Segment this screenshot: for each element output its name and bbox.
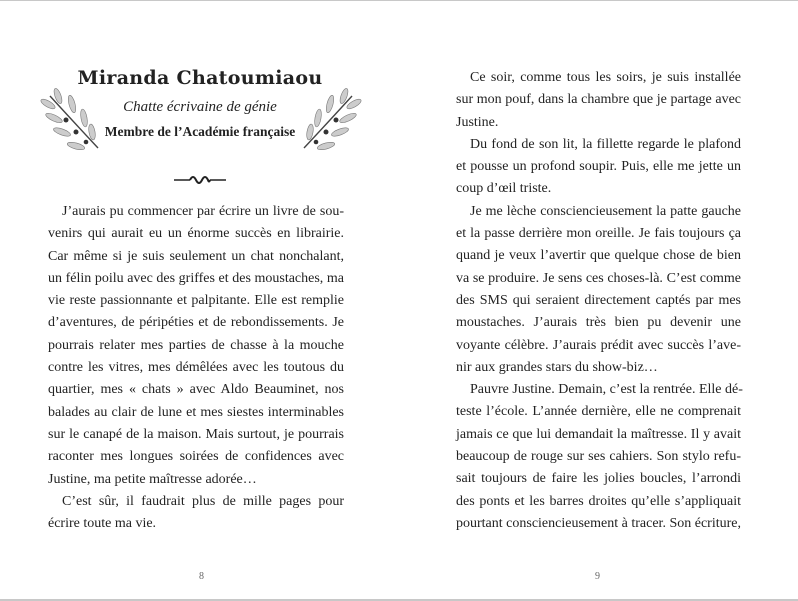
text-line: Du fond de son lit, la fillette regarde le plafond [470,136,741,152]
author-subtitle: Chatte écrivaine de génie [123,99,277,115]
text-line: vie reste passionnante et palpitante. Elle est remplie [48,293,344,309]
text-line: d’aventures, de péripéties et de rebondissements. Je [48,315,344,331]
left-page-text [48,201,344,535]
page-number-left: 8 [199,571,204,582]
flourish-ornament-icon [172,174,228,186]
text-line: quartier, mes « chats » avec Aldo Beauminet, nos [48,382,344,398]
text-line: contre les vitres, mes démêlées avec les toutous du [48,360,344,376]
text-line: sur le canapé de la maison. Mais surtout, je pourrais [48,426,344,442]
text-line: J’aurais pu commencer par écrire un livre de sou- [62,204,344,219]
author-name: Miranda Chatoumiaou [77,67,323,89]
text-line: Je me lèche consciencieusement la patte gauche [470,203,741,219]
page-number-right: 9 [595,571,600,582]
author-header [40,66,360,140]
text-line: va se produire. Je sens ces choses-là. C’est comme [456,270,741,286]
text-line: coup d’œil triste. [456,181,552,197]
text-line: et pousse un profond soupir. Puis, elle me jette un [456,159,741,175]
text-line: Justine, ma petite maîtresse adorée… [48,471,257,487]
text-line: Ce soir, comme tous les soirs, je suis installée [470,70,741,85]
text-line: teste l’école. L’année dernière, elle ne comprenait [456,404,741,420]
text-line: sait toujours de faire les jolies boucles, l’arrondi [456,471,741,487]
text-line: C’est sûr, il faudrait plus de mille pages pour [62,493,344,509]
text-line: pourtant consciencieusement à tracer. Son écriture, [456,515,741,531]
text-line: des SMS qui seraient directement captés par mes [456,292,741,308]
text-line: sur mon pouf, dans la chambre que je partage avec [456,92,741,108]
text-line: écrire toute ma vie. [48,516,157,532]
text-line: et la passe derrière mon oreille. Je fais toujours ça [456,226,741,242]
text-line: beaucoup de rouge sur ses cahiers. Son stylo refu- [456,449,741,465]
text-line: venirs qui aurait eu un énorme succès en librairie. [48,226,344,242]
text-line: moustaches. J’aurais très bien pu devenir une [456,315,741,331]
text-line: Pauvre Justine. Demain, c’est la rentrée. Elle dé- [470,382,743,398]
right-page-text [456,67,741,535]
text-line: quand je veux l’avertir que quelque chose de bien [456,248,741,264]
text-line: raconter mes longues soirées de confidences avec [48,449,344,465]
text-line: jamais ce que lui demandait la maîtresse. Il y avait [456,426,741,442]
author-membership: Membre de l’Académie française [104,124,296,139]
text-line: un félin poilu avec des griffes et des moustaches, ma [48,270,344,286]
text-line: nir aux grandes stars du show-biz… [456,359,658,375]
right-page [399,0,798,601]
text-line: pourrais relater mes parties de chasse à la mouche [48,337,344,353]
text-line: des ponts et les barres droites qu’elle s’appliquait [456,493,741,509]
text-line: Car même si je suis seulement un chat nonchalant, [48,248,344,264]
text-line: voyante célèbre. J’aurais prédit avec succès l’ave- [456,337,741,353]
text-line: balades au clair de lune et mes siestes interminables [48,404,344,420]
text-line: Justine. [456,114,499,130]
